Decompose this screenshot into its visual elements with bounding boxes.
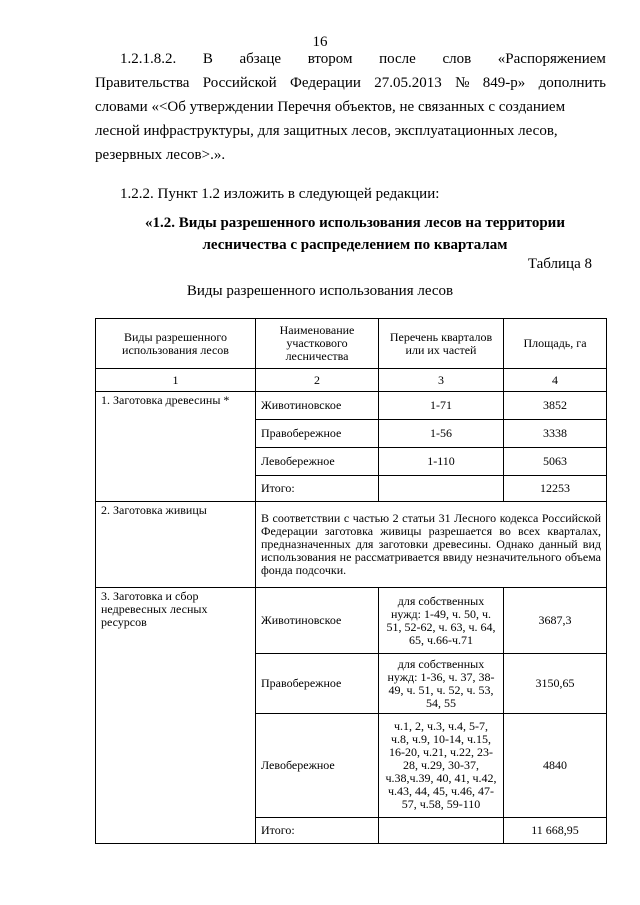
word: Федерации [290,75,361,91]
forestry-cell: Животиновское [256,588,379,654]
table-row [96,392,607,420]
total-label: Итого: [256,476,379,502]
quarters-cell: для собственных нужд: 1-49, ч. 50, ч. 51, 52-62, ч. 63, ч. 64, 65, ч.66-ч.71 [379,588,504,654]
quarters-cell: для собственных нужд: 1-36, ч. 37, 38-49, ч. 51, ч. 52, ч. 53, 54, 55 [379,654,504,714]
word: дополнить [538,75,606,91]
total-area: 12253 [504,476,607,502]
header-cell: Виды разрешенного использования лесов [96,319,256,369]
empty-cell [379,476,504,502]
column-number-row [96,369,607,392]
table-row [96,502,607,588]
column-number: 3 [379,369,504,392]
word: Правительства [95,75,190,91]
total-area: 11 668,95 [504,818,607,844]
quarters-cell: 1-71 [379,392,504,420]
forest-use-table [95,318,607,844]
table-header-row [96,319,607,369]
word: 27.05.2013 [374,75,442,91]
area-cell: 3852 [504,392,607,420]
paragraph-1-line-3: словами «<Об утверждении Перечня объектов, не связанных с созданием [95,99,566,115]
word: № [455,75,470,91]
word: абзаце [239,51,282,67]
section-heading [120,212,590,256]
paragraph-2: 1.2.2. Пункт 1.2 изложить в следующей редакции: [120,186,440,202]
table-row [96,588,607,654]
empty-cell [379,818,504,844]
word: «Распоряжением [497,51,606,67]
heading-line-2: лесничества с распределением по кварталам [202,237,508,253]
column-number: 1 [96,369,256,392]
paragraph-1-line-4: лесной инфраструктуры, для защитных лесов, эксплуатационных лесов, [95,123,558,139]
quarters-cell: ч.1, 2, ч.3, ч.4, 5-7, ч.8, ч.9, 10-14, ч.15, 16-20, ч.21, ч.22, 23-28, ч.29, 30-37, ч.38,ч.39, 40, 41, ч.42, ч.43, 44, 45, ч.46, 47-57, ч.58, 59-110 [379,714,504,818]
use-type-cell: 1. Заготовка древесины * [96,392,256,502]
word: 849-р» [482,75,526,91]
note-cell: В соответствии с частью 2 статьи 31 Лесного кодекса Российской Федерации заготовка живицы разрешается во всех кварталах, предназначенных для заготовки древесины. Однако данный вид использования не рассматривается ввиду незначительного объема фонда подсочки. [256,502,607,588]
header-cell: Площадь, га [504,319,607,369]
area-cell: 3687,3 [504,588,607,654]
forestry-cell: Левобережное [256,714,379,818]
header-cell: Наименование участкового лесничества [256,319,379,369]
word: после [379,51,416,67]
word: Российской [202,75,277,91]
heading-line-1: «1.2. Виды разрешенного использования лесов на территории [145,215,565,231]
use-type-cell: 3. Заготовка и сбор недревесных лесных ресурсов [96,588,256,844]
word: 1.2.1.8.2. [120,51,177,67]
table-title: Виды разрешенного использования лесов [186,283,454,299]
table-label: Таблица 8 [527,256,592,272]
area-cell: 3338 [504,420,607,448]
area-cell: 3150,65 [504,654,607,714]
word: слов [442,51,472,67]
word: втором [307,51,353,67]
column-number: 4 [504,369,607,392]
column-number: 2 [256,369,379,392]
header-cell: Перечень кварталов или их частей [379,319,504,369]
paragraph-1-body [95,71,606,167]
word: В [202,51,213,67]
paragraph-1-line-5: резервных лесов>.». [95,147,226,163]
page-number: 16 [312,34,328,50]
forestry-cell: Правобережное [256,420,379,448]
forestry-cell: Животиновское [256,392,379,420]
use-type-cell: 2. Заготовка живицы [96,502,256,588]
forestry-cell: Правобережное [256,654,379,714]
paragraph-1-first-line [120,47,606,71]
total-label: Итого: [256,818,379,844]
area-cell: 4840 [504,714,607,818]
quarters-cell: 1-110 [379,448,504,476]
forestry-cell: Левобережное [256,448,379,476]
quarters-cell: 1-56 [379,420,504,448]
area-cell: 5063 [504,448,607,476]
